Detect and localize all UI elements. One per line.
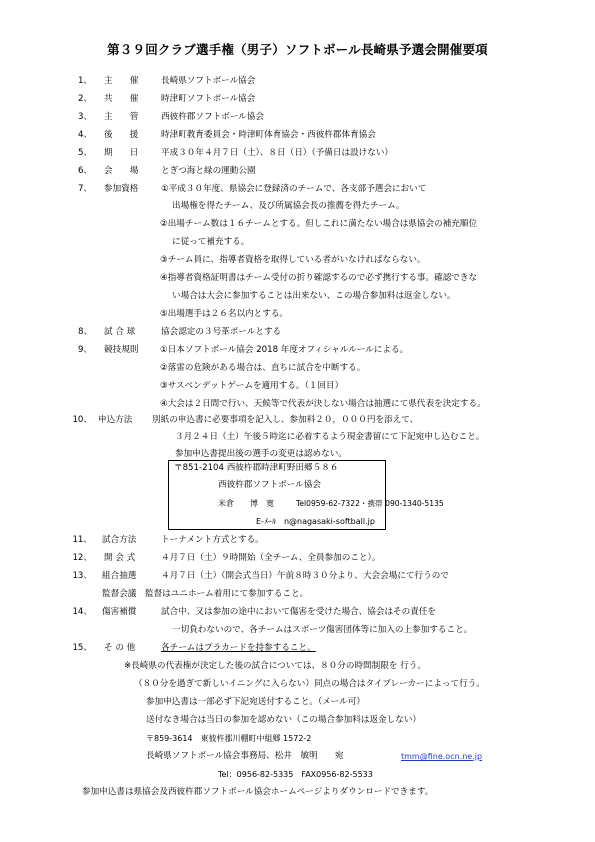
item-label: 試合方法 xyxy=(102,535,137,545)
item-text: 時津町教育委員会・時津町体育協会・西彼杵郡体育協会 xyxy=(161,130,376,140)
item-text: 各チームはプラカードを持参すること。 xyxy=(161,643,316,653)
item-text-continued: 一切負わないので、各チームはスポーツ傷害団体等に加入の上参加すること。 xyxy=(172,625,473,635)
note-line: 送付なき場合は当日の参加を認めない（この場合参加料は返金しない） xyxy=(146,715,422,725)
item-label: 主 催 xyxy=(104,76,139,86)
item-text: ４月７日（土）９時開始（全チーム、全員参加のこと）。 xyxy=(161,553,381,563)
contact-tel: Tel：0956-82-5335 FAX0956-82-5533 xyxy=(218,770,373,779)
contact-postal: 〒859-3614 東彼杵郡川棚町中組郷 1572-2 xyxy=(146,734,312,743)
item-label: 開 会 式 xyxy=(104,553,136,563)
item-text: ①日本ソフトボール協会 2018 年度オフィシャルルールによる。 xyxy=(160,345,409,355)
item-number: 2、 xyxy=(77,94,92,104)
item-text: 平成３０年４月７日（土）、８日（日）（予備日は設けない） xyxy=(161,148,394,158)
address-postal: 〒851-2104 西彼杵郡時津町野田郷５８６ xyxy=(174,463,339,473)
item-text-continued: ④指導者資格証明書はチーム受付の折り確認するので必ず携行する事。確認できな xyxy=(160,273,478,283)
item-text-continued: い場合は大会に参加することは出来ない、この場合参加料は返金しない。 xyxy=(172,291,456,301)
item-number: 8、 xyxy=(77,327,92,337)
item-number: 4、 xyxy=(77,130,92,140)
item-number: 7、 xyxy=(77,184,92,194)
item-label: 共 催 xyxy=(104,94,139,104)
item-label: 参加資格 xyxy=(104,184,139,194)
item-text: 別紙の申込書に必要事項を記入し、参加料２０，０００円を添えて、 xyxy=(152,415,419,425)
address-org: 西彼杵郡ソフトボール協会 xyxy=(218,480,321,490)
item-text: トーナメント方式とする。 xyxy=(161,535,264,545)
address-tel: Tel0959-62-7322・携帯 090-1340-5135 xyxy=(296,499,444,508)
item-number: 5、 xyxy=(77,148,92,158)
item-number: 12、 xyxy=(72,553,92,563)
note-line: （８０分を過ぎて新しいイニングに入らない）同点の場合はタイブレーカーによって行う。 xyxy=(134,679,485,689)
item-text-continued: 参加申込書提出後の選手の変更は認めない。 xyxy=(175,449,347,459)
contact-org: 長崎県ソフトボール協会事務局、松井 敏明 宛 xyxy=(146,751,344,761)
item-text-continued: ３月２４日（土）午後５時迄に必着するよう現金書留にて下記宛申し込むこと。 xyxy=(175,432,485,442)
item-number: 10、 xyxy=(72,415,92,425)
item-text: 長崎県ソフトボール協会 xyxy=(161,76,256,86)
item-label: 試 合 球 xyxy=(104,327,136,337)
contact-email-link[interactable]: tmm@fine.ocn.ne.jp xyxy=(401,752,483,761)
item-label: 組合抽選 xyxy=(102,571,137,581)
item-text-continued: ⑤出場選手は２６名以内とする。 xyxy=(160,309,289,319)
item-number: 11、 xyxy=(72,535,92,545)
item-text-continued: 監督会議 監督はユニホーム着用にて参加すること。 xyxy=(102,589,309,599)
note-line: 参加申込書は一部必ず下記宛送付すること。（メール可） xyxy=(146,697,365,707)
item-number: 3、 xyxy=(77,112,92,122)
item-number: 1、 xyxy=(77,76,92,86)
item-text: とぎつ海と緑の運動公園 xyxy=(161,166,256,176)
item-label: 傷害補償 xyxy=(102,607,137,617)
item-label: 主 管 xyxy=(104,112,139,122)
item-number: 15、 xyxy=(72,643,92,653)
item-text-continued: ②落雷の危険がある場合は、直ちに試合を中断する。 xyxy=(160,363,366,373)
item-label: 申込方法 xyxy=(98,415,133,425)
item-label: 期 日 xyxy=(104,148,139,158)
item-number: 9、 xyxy=(77,345,92,355)
item-number: 14、 xyxy=(72,607,92,617)
item-text-continued: 出場権を得たチーム、及び所属協会長の推薦を得たチーム。 xyxy=(172,201,405,211)
item-label: 競技規則 xyxy=(104,345,139,355)
item-text-continued: ③チーム員に、指導者資格を取得している者がいなければならない。 xyxy=(160,255,426,265)
item-text: 試合中、又は参加の途中において傷害を受けた場合、協会はその責任を xyxy=(161,607,437,617)
item-number: 13、 xyxy=(72,571,92,581)
download-note: 参加申込書は県協会及西彼杵郡ソフトボール協会ホームページよりダウンロードできます。 xyxy=(82,787,434,797)
item-label: そ の 他 xyxy=(104,643,136,653)
item-text: 協会認定の３号革ボールとする xyxy=(161,327,282,337)
item-text-continued: ④大会は２日間で行い、天候等で代表が決しない場合は抽選にて県代表を決定する。 xyxy=(160,399,486,409)
item-text: 時津町ソフトボール協会 xyxy=(161,94,256,104)
document-title: 第３９回クラブ選手権（男子）ソフトボール長崎県予選会開催要項 xyxy=(107,42,488,57)
address-person: 米倉 博 寛 xyxy=(218,499,274,508)
item-text: 西彼杵郡ソフトボール協会 xyxy=(161,112,264,122)
item-text-continued: に従って補充する。 xyxy=(172,237,250,247)
item-label: 後 援 xyxy=(104,130,139,140)
item-text-continued: ②出場チーム数は１６チームとする。但しこれに満たない場合は県協会の補充順位 xyxy=(160,219,478,229)
item-text-continued: ③サスペンデットゲームを適用する。（１回目） xyxy=(160,381,344,391)
item-number: 6、 xyxy=(77,166,92,176)
note-line: ※長崎県の代表権が決定した後の試合については、８０分の時間制限を 行う。 xyxy=(124,661,426,671)
address-email: E-ﾒｰﾙ n@nagasaki-softball.jp xyxy=(256,517,375,526)
item-label: 会 場 xyxy=(104,166,139,176)
item-text: ４月７日（土）（開会式当日）午前８時３０分より、大会会場にて行うので xyxy=(161,571,449,581)
item-text: ①平成３０年度、県協会に登録済のチームで、各支部予選会において xyxy=(161,184,427,194)
